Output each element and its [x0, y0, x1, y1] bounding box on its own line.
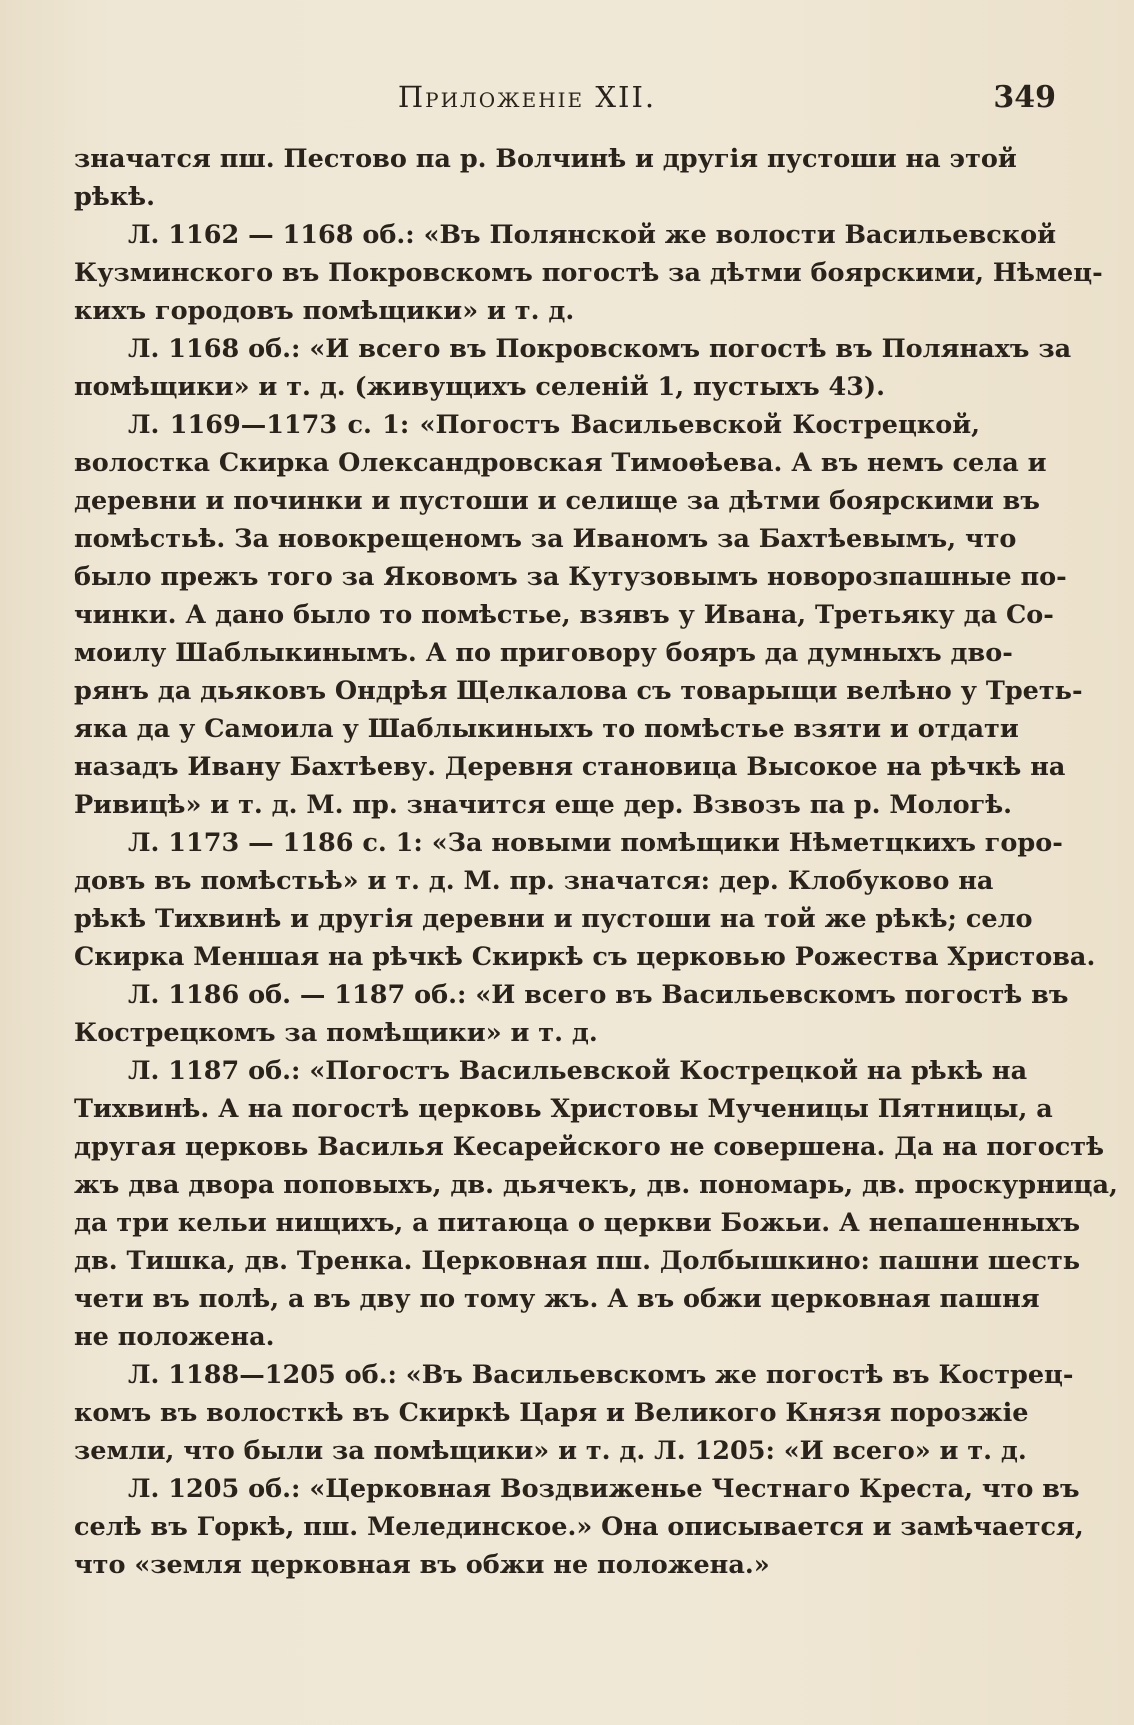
text-line: яка да у Самоила у Шаблыкиныхъ то помѣстье взяти и отдати [74, 714, 1019, 744]
text-line: моилу Шаблыкинымъ. А по приговору бояръ да думныхъ дво- [74, 638, 1013, 668]
text-line: кихъ городовъ помѣщики» и т. д. [74, 296, 575, 326]
text-line: жъ два двора поповыхъ, дв. дьячекъ, дв. пономарь, дв. проскурница, [74, 1170, 1118, 1200]
text-line: Тихвинѣ. А на погостѣ церковь Христовы Мученицы Пятницы, а [74, 1094, 1053, 1124]
text-body [74, 140, 1118, 1584]
page-number: 349 [993, 80, 1056, 115]
text-line: было прежъ того за Яковомъ за Кутузовымъ новорозпашные по- [74, 562, 1067, 592]
text-line: Л. 1169—1173 с. 1: «Погостъ Васильевской Кострецкой, [128, 410, 980, 440]
running-title: Приложеніе XII. [397, 80, 657, 114]
text-line: рѣкѣ Тихвинѣ и другія деревни и пустоши на той же рѣкѣ; село [74, 904, 1033, 934]
text-line: да три кельи нищихъ, а питаюца о церкви Божьи. А непашенныхъ [74, 1208, 1081, 1238]
text-line: Л. 1162 — 1168 об.: «Въ Полянской же волости Васильевской [128, 220, 1057, 250]
text-line: земли, что были за помѣщики» и т. д. Л. 1205: «И всего» и т. д. [74, 1436, 1027, 1466]
text-line: дв. Тишка, дв. Тренка. Церковная пш. Долбышкино: пашни шесть [74, 1246, 1081, 1276]
text-line: Скирка Меншая на рѣчкѣ Скиркѣ съ церковью Рожества Христова. [74, 942, 1096, 972]
text-line: помѣстьѣ. За новокрещеномъ за Иваномъ за Бахтѣевымъ, что [74, 524, 1017, 554]
text-line: Кострецкомъ за помѣщики» и т. д. [74, 1018, 598, 1048]
text-line: Л. 1173 — 1186 с. 1: «За новыми помѣщики Нѣметцкихъ горо- [128, 828, 1063, 858]
text-line: не положена. [74, 1322, 275, 1352]
text-line: Л. 1186 об. — 1187 об.: «И всего въ Васильевскомъ погостѣ въ [128, 980, 1069, 1010]
running-header [80, 80, 1056, 120]
text-line: значатся пш. Пестово па р. Волчинѣ и другія пустоши на этой [74, 144, 1017, 174]
text-line: чети въ полѣ, а въ дву по тому жъ. А въ обжи церковная пашня [74, 1284, 1040, 1314]
text-line: что «земля церковная въ обжи не положена.» [74, 1550, 770, 1580]
text-line: рѣкѣ. [74, 182, 155, 212]
text-line: Л. 1168 об.: «И всего въ Покровскомъ погостѣ въ Полянахъ за [128, 334, 1072, 364]
text-line: деревни и починки и пустоши и селище за дѣтми боярскими въ [74, 486, 1040, 516]
text-line: Кузминского въ Покровскомъ погостѣ за дѣтми боярскими, Нѣмец- [74, 258, 1103, 288]
text-line: селѣ въ Горкѣ, пш. Мелединское.» Она описывается и замѣчается, [74, 1512, 1084, 1542]
text-line: Ривицѣ» и т. д. М. пр. значится еще дер. Взвозъ па р. Мологѣ. [74, 790, 1013, 820]
text-line: волостка Скирка Олександровская Тимоѳѣева. А въ немъ села и [74, 448, 1047, 478]
text-line: Л. 1205 об.: «Церковная Воздвиженье Честнаго Креста, что въ [128, 1474, 1080, 1504]
text-line: Л. 1187 об.: «Погостъ Васильевской Кострецкой на рѣкѣ на [128, 1056, 1028, 1086]
text-line: назадъ Ивану Бахтѣеву. Деревня становица Высокое на рѣчкѣ на [74, 752, 1066, 782]
text-line: Л. 1188—1205 об.: «Въ Васильевскомъ же погостѣ въ Кострец- [128, 1360, 1074, 1390]
text-line: комъ въ волосткѣ въ Скиркѣ Царя и Великого Князя порозжіе [74, 1398, 1029, 1428]
text-line: другая церковь Василья Кесарейского не совершена. Да на погостѣ [74, 1132, 1104, 1162]
text-line: довъ въ помѣстьѣ» и т. д. М. пр. значатся: дер. Клобуково на [74, 866, 994, 896]
text-line: помѣщики» и т. д. (живущихъ селеній 1, пустыхъ 43). [74, 372, 885, 402]
text-line: рянъ да дьяковъ Ондрѣя Щелкалова съ товарыщи велѣно у Треть- [74, 676, 1083, 706]
text-line: чинки. А дано было то помѣстье, взявъ у Ивана, Третьяку да Со- [74, 600, 1054, 630]
